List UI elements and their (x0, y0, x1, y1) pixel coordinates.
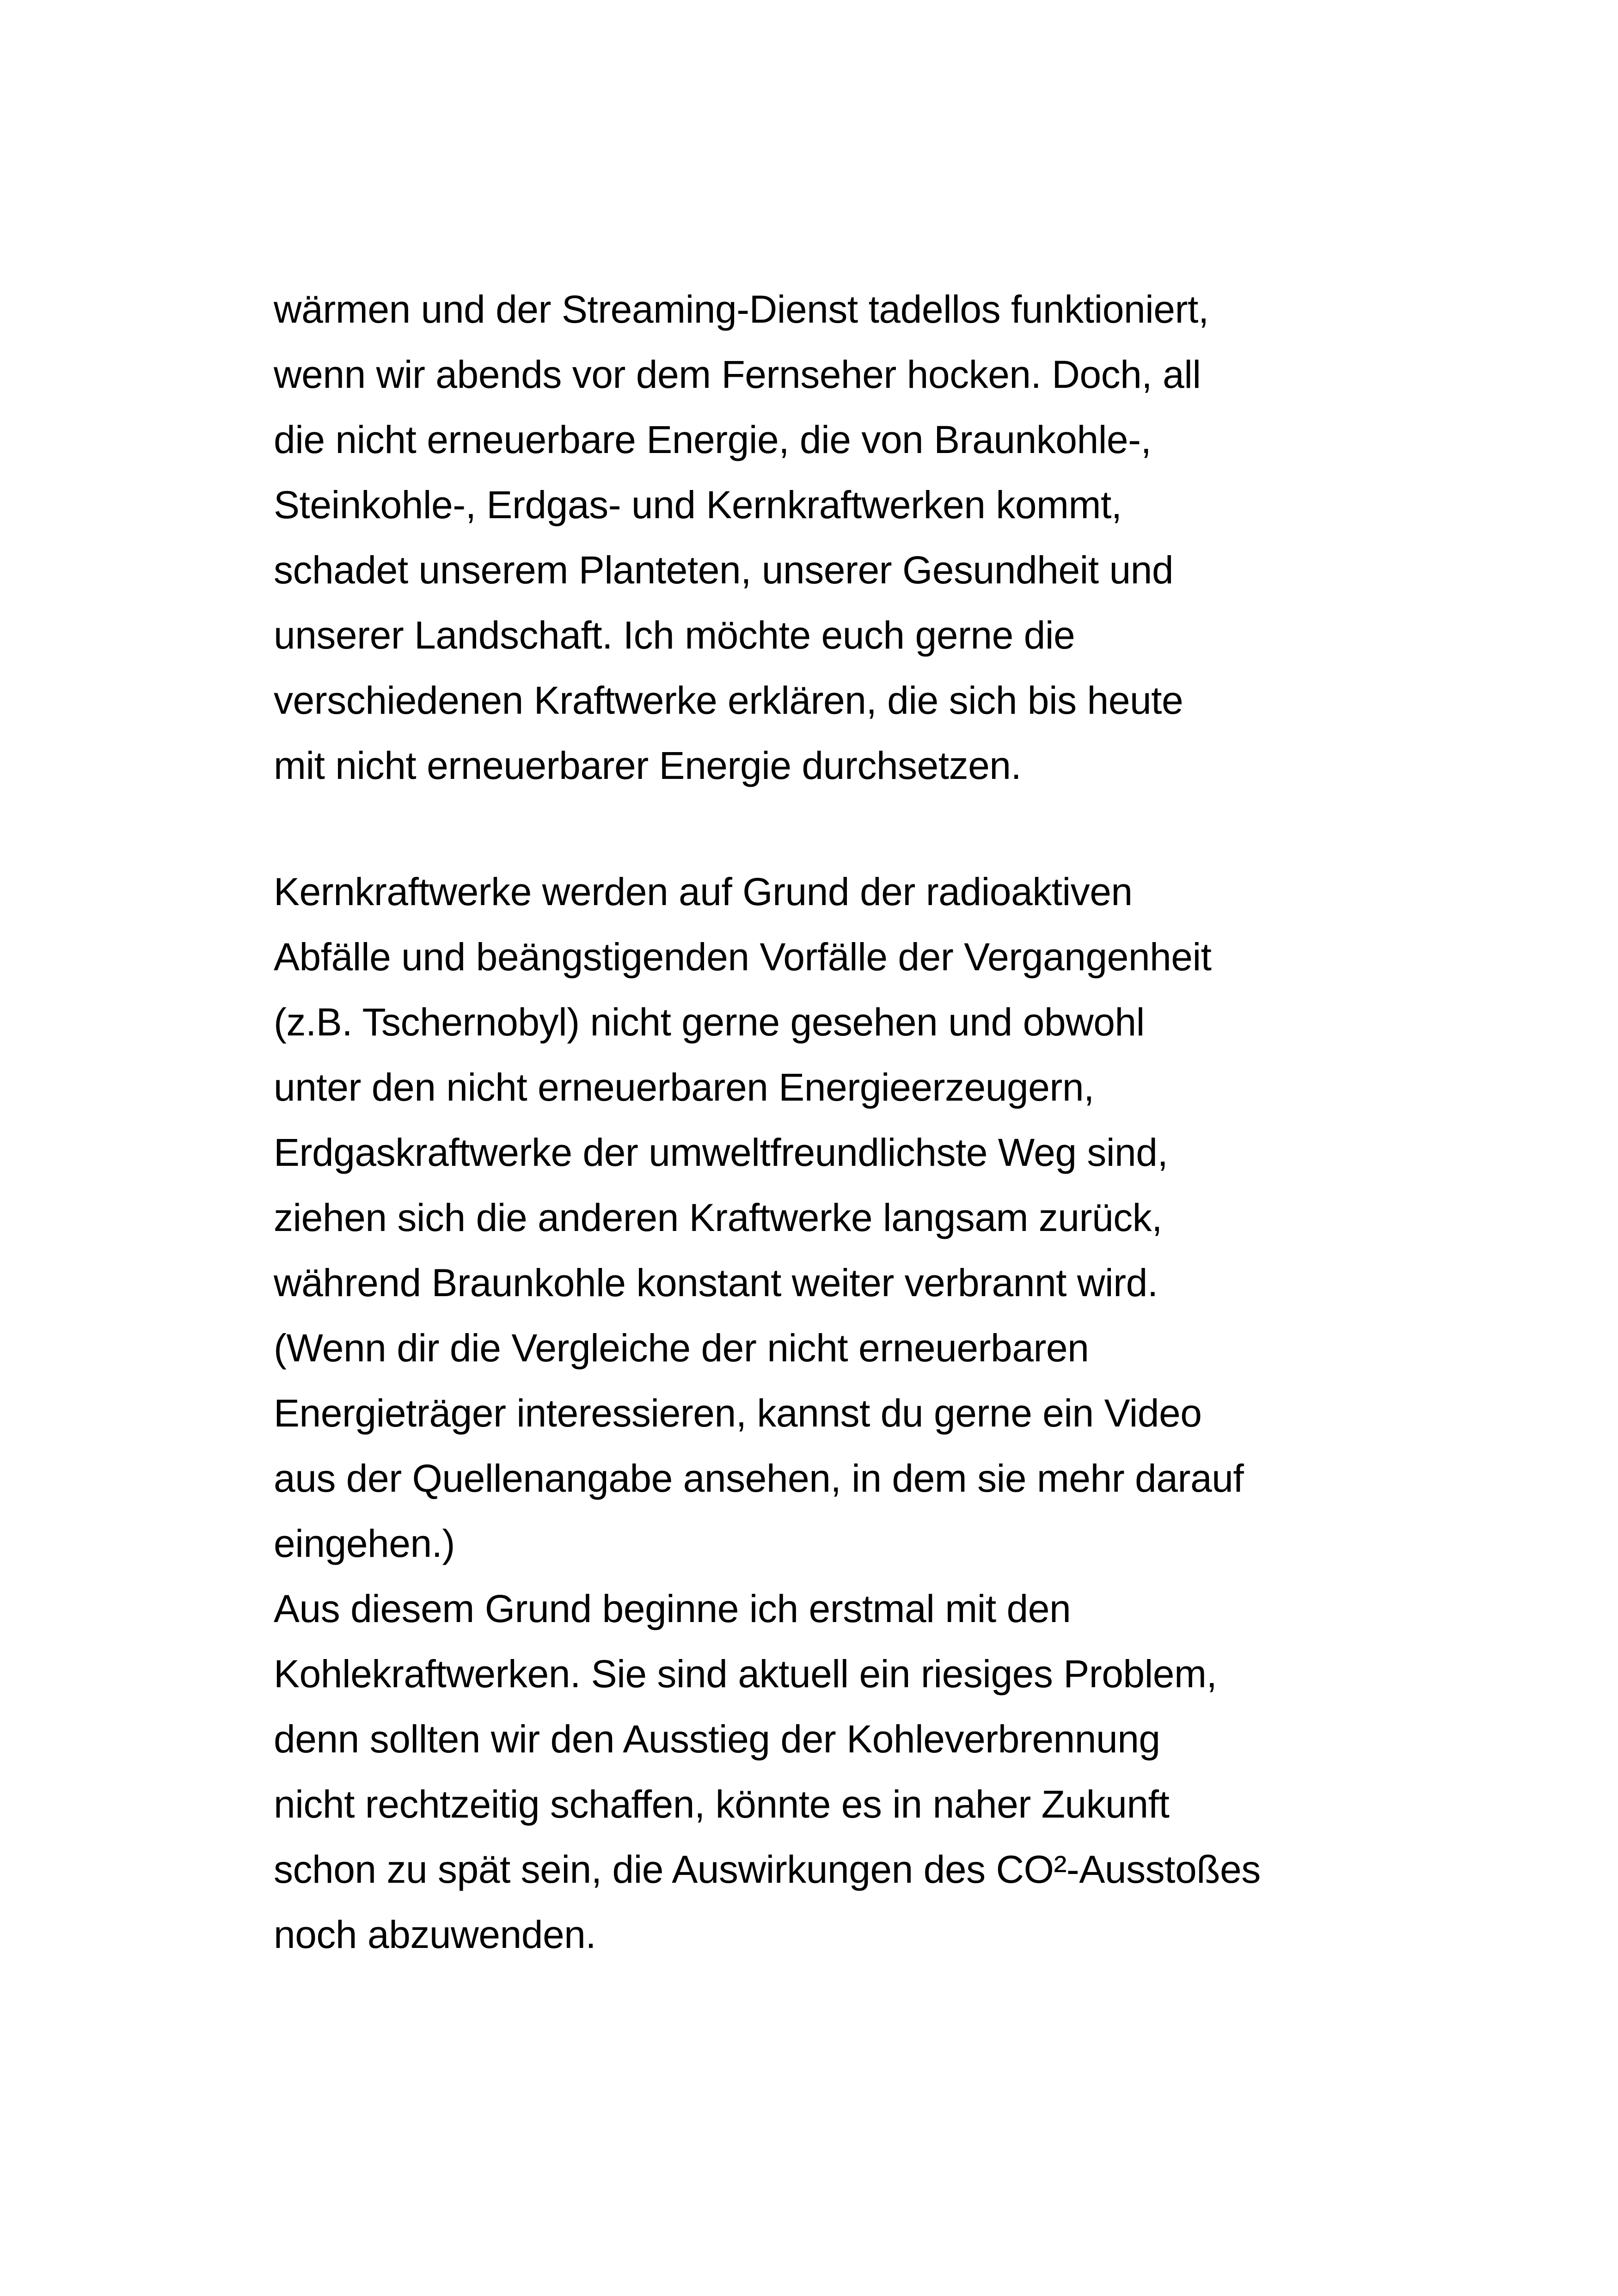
text-line: die nicht erneuerbare Energie, die von Braunkohle-, (274, 418, 1152, 461)
text-line: Aus diesem Grund beginne ich erstmal mit den (274, 1587, 1071, 1630)
text-line: wärmen und der Streaming-Dienst tadellos funktioniert, (274, 288, 1209, 331)
text-line: während Braunkohle konstant weiter verbrannt wird. (274, 1261, 1158, 1304)
text-line: verschiedenen Kraftwerke erklären, die sich bis heute (274, 679, 1183, 722)
text-line: schon zu spät sein, die Auswirkungen des CO²-Ausstoßes (274, 1848, 1261, 1891)
text-line: unserer Landschaft. Ich möchte euch gerne die (274, 613, 1075, 657)
text-line: Energieträger interessieren, kannst du gerne ein Video (274, 1391, 1202, 1435)
text-line: aus der Quellenangabe ansehen, in dem sie mehr darauf (274, 1457, 1244, 1500)
text-line: wenn wir abends vor dem Fernseher hocken. Doch, all (274, 353, 1201, 396)
text-line: Erdgaskraftwerke der umweltfreundlichste Weg sind, (274, 1131, 1168, 1174)
text-line: Kohlekraftwerken. Sie sind aktuell ein riesiges Problem, (274, 1652, 1217, 1696)
text-line: (z.B. Tschernobyl) nicht gerne gesehen und obwohl (274, 1000, 1145, 1044)
text-line: ziehen sich die anderen Kraftwerke langsam zurück, (274, 1196, 1163, 1239)
text-line: noch abzuwenden. (274, 1913, 596, 1956)
paragraph-power-plants (274, 859, 1476, 1967)
text-line: Kernkraftwerke werden auf Grund der radioaktiven (274, 870, 1133, 913)
paragraph-intro (274, 277, 1476, 798)
text-line: eingehen.) (274, 1522, 455, 1565)
text-line: Abfälle und beängstigenden Vorfälle der Vergangenheit (274, 935, 1212, 979)
text-line: Steinkohle-, Erdgas- und Kernkraftwerken kommt, (274, 483, 1122, 527)
text-line: nicht rechtzeitig schaffen, könnte es in naher Zukunft (274, 1782, 1170, 1826)
text-line: (Wenn dir die Vergleiche der nicht erneuerbaren (274, 1326, 1089, 1370)
text-line: denn sollten wir den Ausstieg der Kohleverbrennung (274, 1717, 1160, 1761)
text-line: schadet unserem Planteten, unserer Gesundheit und (274, 548, 1174, 592)
text-line: mit nicht erneuerbarer Energie durchsetzen. (274, 744, 1022, 787)
text-line: unter den nicht erneuerbaren Energieerzeugern, (274, 1065, 1094, 1109)
